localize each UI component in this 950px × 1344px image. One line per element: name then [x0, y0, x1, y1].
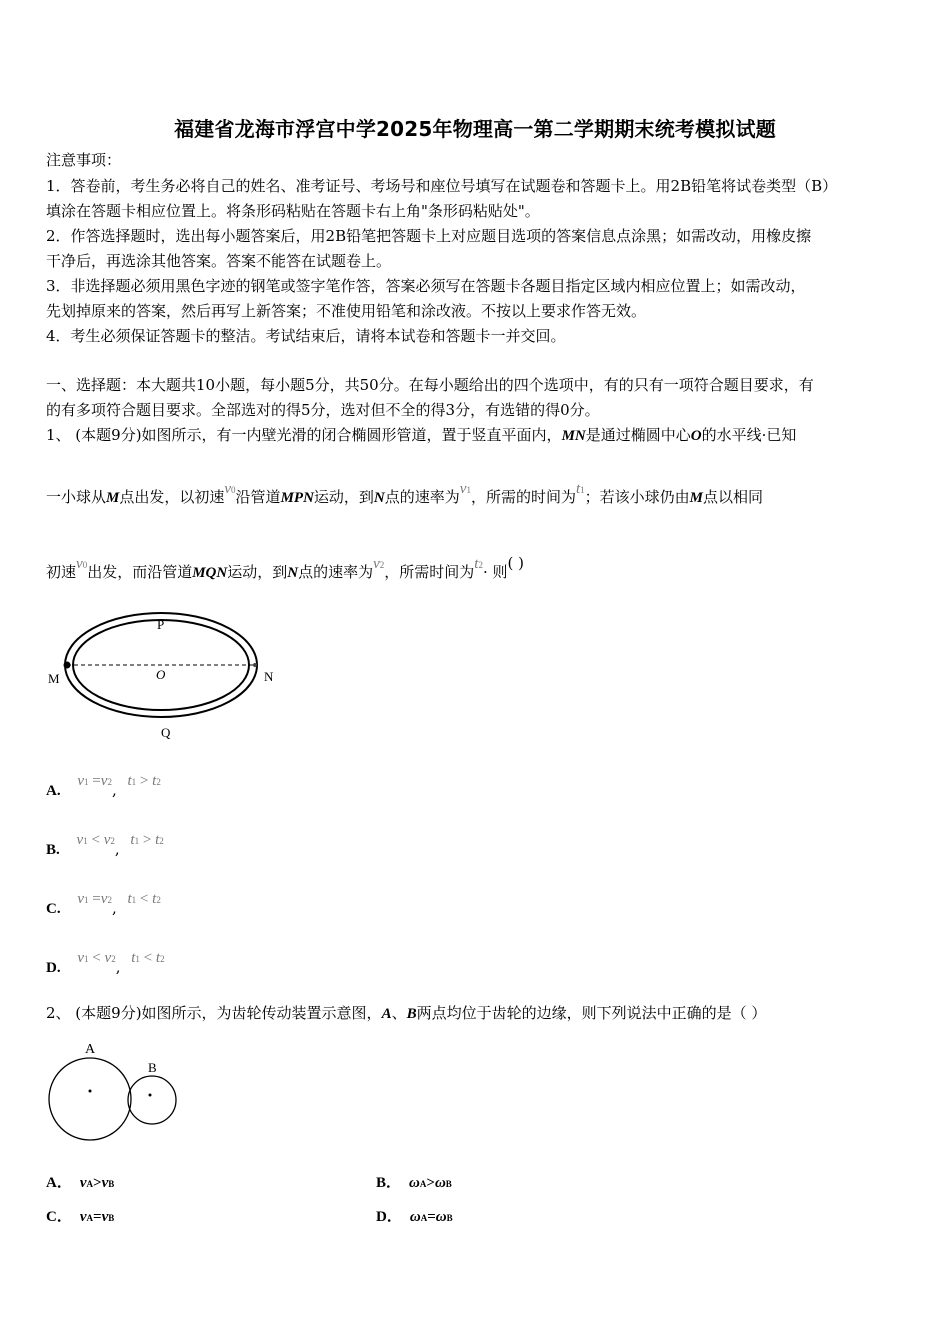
- notice-line: 4．考生必须保证答题卡的整洁。考试结束后，请将本试卷和答题卡一并交回。: [46, 327, 566, 345]
- label-b: B: [148, 1060, 157, 1075]
- label-p: P: [157, 617, 165, 632]
- notice-line: 2．作答选择题时，选出每小题答案后，用2B铅笔把答题卡上对应题目选项的答案信息点涂黑；如需改动，用橡皮擦: [46, 227, 812, 245]
- label-m: M: [48, 671, 60, 686]
- q2-option-d[interactable]: D． ωA=ωB: [376, 1209, 453, 1225]
- notice-line: 填涂在答题卡相应位置上。将条形码粘贴在答题卡右上角"条形码粘贴处"。: [46, 202, 540, 220]
- q2-stem: 2、 (本题9分)如图所示，为齿轮传动装置示意图，A、B两点均位于齿轮的边缘，则下列说法中正确的是（ ）: [46, 1004, 767, 1022]
- label-q: Q: [161, 725, 171, 740]
- label-a: A: [85, 1042, 96, 1057]
- gear-a-circle: [49, 1058, 131, 1140]
- q2-option-a[interactable]: A． vA>vB: [46, 1175, 115, 1191]
- q2-option-b[interactable]: B． ωA>ωB: [376, 1175, 452, 1191]
- q2-option-c[interactable]: C． vA=vB: [46, 1209, 115, 1225]
- page-title: 福建省龙海市浮宫中学2025年物理高一第二学期期末统考模拟试题: [174, 117, 776, 141]
- notice-heading: 注意事项：: [46, 151, 122, 169]
- q1-stem-line3: 初速v0出发，而沿管道MQN运动，到N点的速率为v2，所需时间为t2· 则( ): [46, 554, 524, 581]
- label-o: O: [156, 667, 166, 682]
- q1-option-c[interactable]: C. v1 =v2, t1 < t2: [46, 891, 161, 917]
- q1-stem-line2: 一小球从M点出发，以初速v0沿管道MPN运动，到N点的速率为v1，所需的时间为t1；若该小球仍由M点以相同: [46, 481, 764, 506]
- notice-line: 干净后，再选涂其他答案。答案不能答在试题卷上。: [46, 252, 392, 270]
- section-intro: 一、选择题：本大题共10小题，每小题5分，共50分。在每小题给出的四个选项中，有的只有一项符合题目要求，有: [46, 376, 814, 394]
- notice-line: 1．答卷前，考生务必将自己的姓名、准考证号、考场号和座位号填写在试题卷和答题卡上。用2B铅笔将试卷类型（B）: [46, 177, 838, 195]
- ball: [64, 662, 71, 669]
- notice-line: 3．非选择题必须用黑色字迹的钢笔或签字笔作答，答案必须写在答题卡各题目指定区域内相应位置上；如需改动，: [46, 277, 806, 295]
- q1-option-d[interactable]: D. v1 < v2, t1 < t2: [46, 950, 165, 976]
- gear-b-circle: [128, 1076, 176, 1124]
- q1-option-a[interactable]: A. v1 =v2, t1 > t2: [46, 773, 161, 799]
- ellipse-pipe-diagram: [42, 605, 292, 745]
- section-intro: 的有多项符合题目要求。全部选对的得5分，选对但不全的得3分，有选错的得0分。: [46, 401, 600, 419]
- gear-diagram: [44, 1035, 184, 1145]
- notice-line: 先划掉原来的答案，然后再写上新答案；不准使用铅笔和涂改液。不按以上要求作答无效。: [46, 302, 647, 320]
- q1-option-b[interactable]: B. v1 < v2, t1 > t2: [46, 832, 164, 858]
- gear-a-center: [89, 1090, 92, 1093]
- q1-stem-line1: 1、 (本题9分)如图所示，有一内壁光滑的闭合椭圆形管道，置于竖直平面内，MN是通过椭圆中心O的水平线·已知: [46, 426, 797, 444]
- gear-b-center: [149, 1094, 152, 1097]
- label-n: N: [264, 669, 274, 684]
- point-n: [253, 663, 257, 667]
